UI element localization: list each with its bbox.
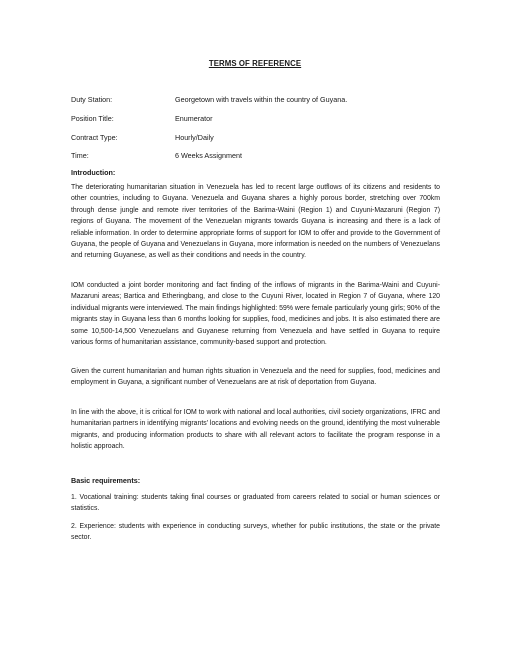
detail-label: Duty Station: (71, 95, 113, 104)
introduction-paragraph-2: IOM conducted a joint border monitoring and fact finding of the inflows of migrants in the Barima-Waini and Cuyuni-Mazaruni areas; Bartica and Etheringbang, and close to the Cuyuni River, located in Region 7 of Guyana, where 120 individual migrants were interviewed. The main findings highlighted: 59% were female particularly young girls; 90% of the migrants stay in Guyana less than 6 months looking for supplies, food, medicines and jobs. It is also estimated there are some 10,500-14,500 Venezuelans and Guyanese returning from Venezuela and have settled in Guyana to require various forms of humanitarian assistance, community-based support and protection. (71, 282, 440, 347)
introduction-paragraph-1: The deteriorating humanitarian situation in Venezuela has led to recent large outflows of its citizens and residents to other countries, including to Guyana. Venezuela and Guyana shares a highly porous border, stretching over 700km through dense jungle and remote river territories of the Barima-Waini (Region 1) and Cuyuni-Mazaruni (Region 7) regions of Guyana. The movement of the Venezuelan migrants towards Guyana is increasing and there is a lack of reliable information. In order to determine appropriate forms of support for IOM to offer and provide to the Government of Guyana, the people of Guyana and Venezuelans in Guyana, more information is needed on the numbers of Venezuelans and returning Guyanese, as well as their conditions and needs in the country. (71, 184, 440, 260)
introduction-heading: Introduction: (71, 168, 116, 177)
requirements-heading: Basic requirements: (71, 476, 141, 485)
document-title: TERMS OF REFERENCE (208, 59, 302, 68)
detail-value: Enumerator (175, 114, 213, 123)
detail-value: Hourly/Daily (175, 133, 214, 142)
detail-value: 6 Weeks Assignment (175, 151, 242, 160)
introduction-paragraph-3: Given the current humanitarian and human rights situation in Venezuela and the need for supplies, food, medicines and employment in Guyana, a significant number of Venezuelans are at risk of deportation from Guyana. (71, 368, 440, 387)
detail-label: Time: (71, 151, 89, 160)
detail-label: Position Title: (71, 114, 114, 123)
detail-label: Contract Type: (71, 133, 118, 142)
requirement-item-2: 2. Experience: students with experience in conducting surveys, whether for public institutions, the state or the private sector. (71, 523, 440, 542)
detail-value: Georgetown with travels within the country of Guyana. (175, 95, 348, 104)
requirement-item-1: 1. Vocational training: students taking final courses or graduated from careers related to social or human sciences or statistics. (71, 494, 440, 513)
introduction-paragraph-4: In line with the above, it is critical for IOM to work with national and local authorities, civil society organizations, IFRC and humanitarian partners in identifying migrants' locations and evolving needs on the ground, identifying the most vulnerable migrants, and producing information products to share with all relevant actors to facilitate the program response in a holistic approach. (71, 409, 440, 451)
